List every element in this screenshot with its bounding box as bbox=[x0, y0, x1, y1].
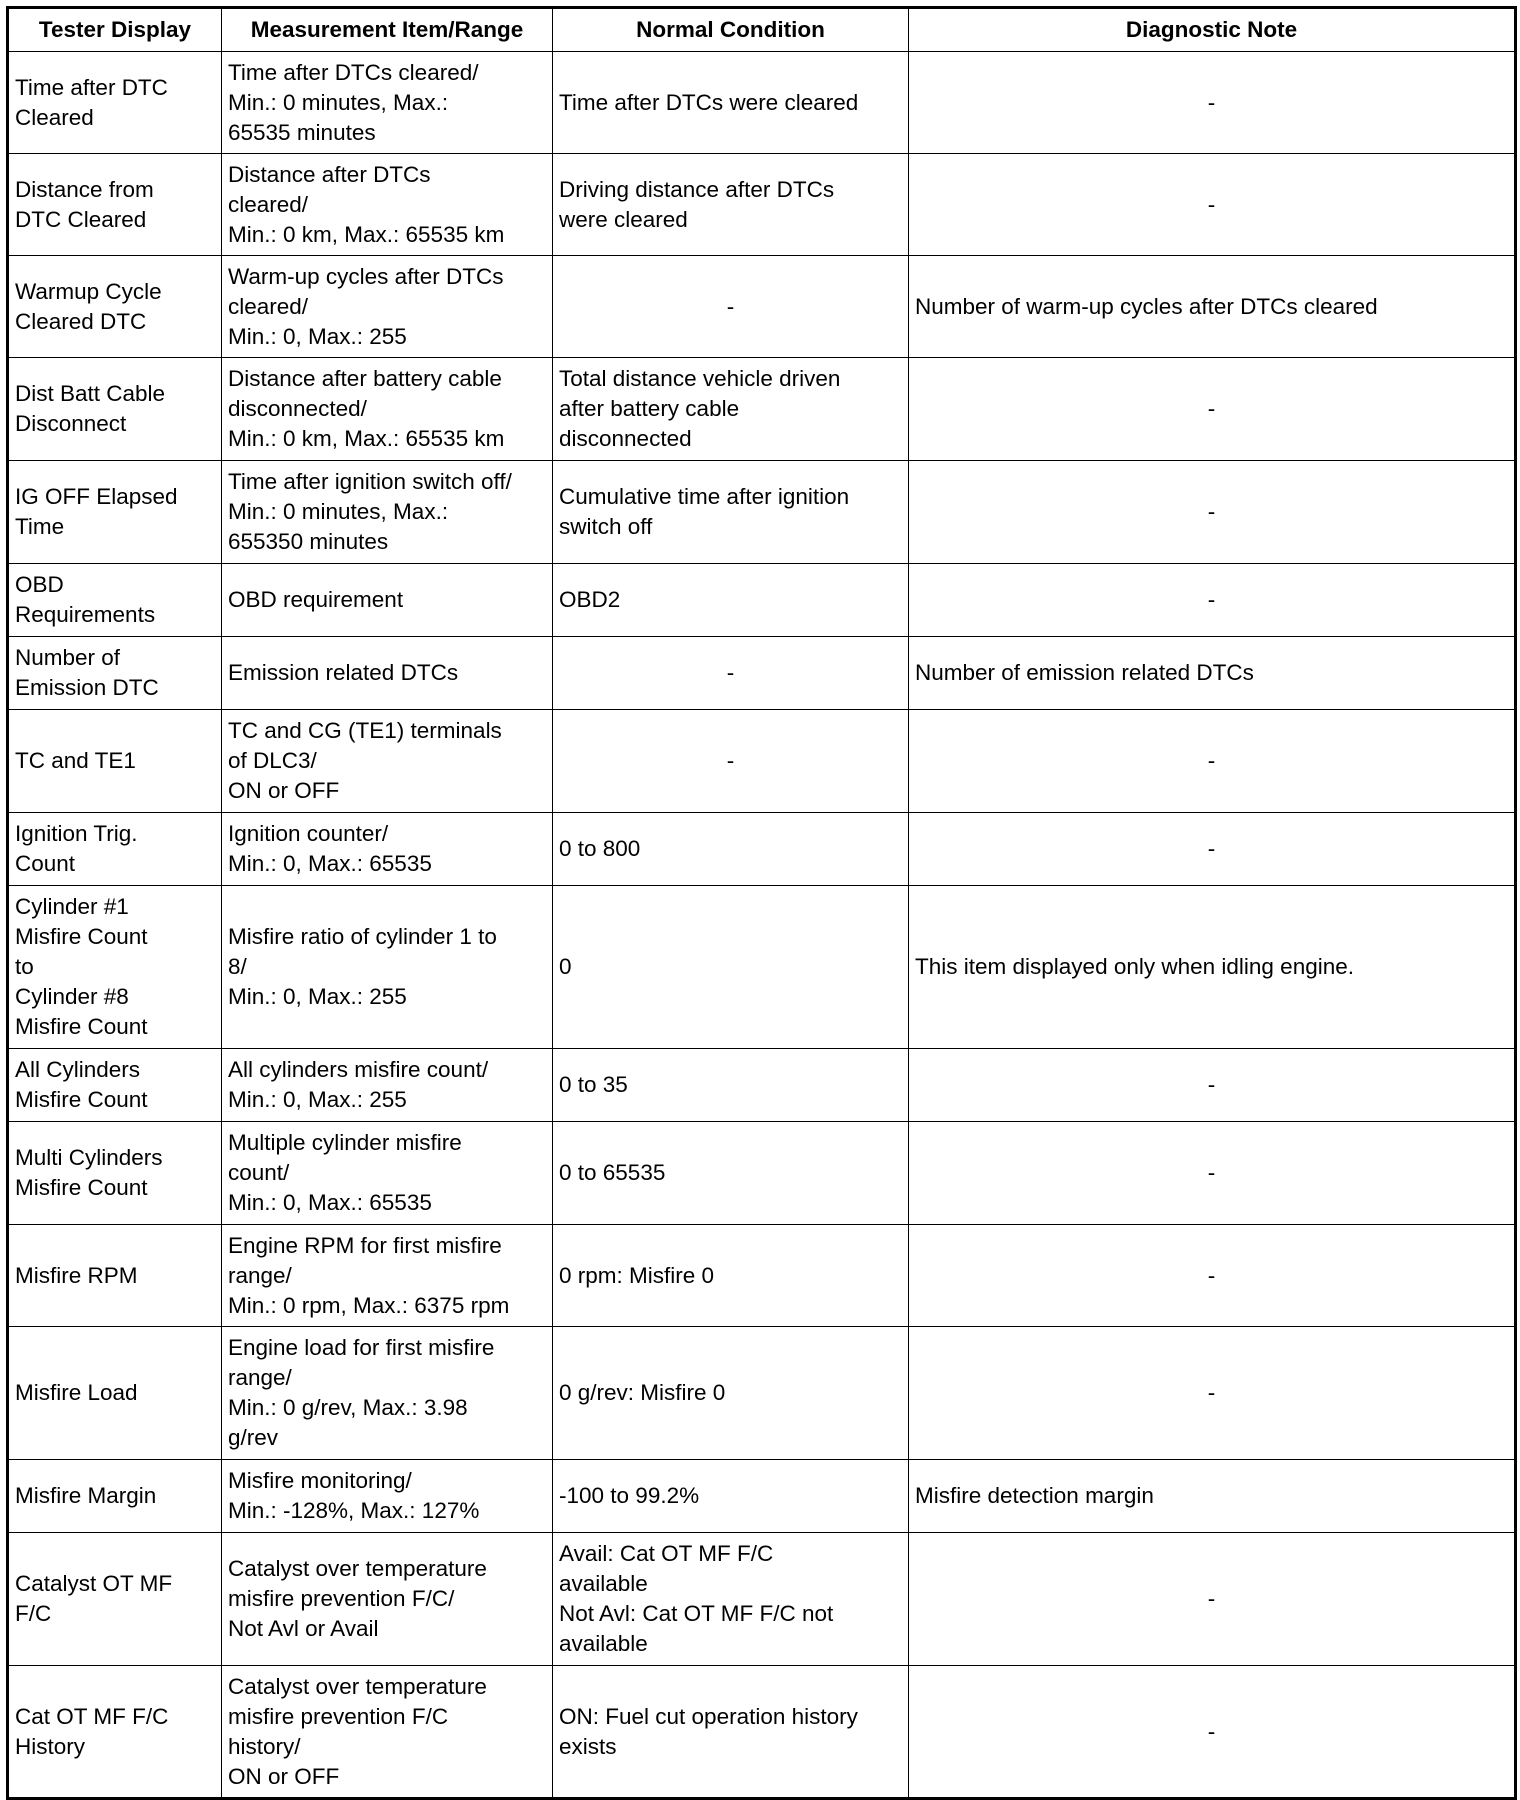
tester-display-cell: Catalyst OT MF F/C bbox=[8, 1533, 222, 1666]
measurement-range-cell: Catalyst over temperature misfire prevention F/C/ Not Avl or Avail bbox=[222, 1533, 553, 1666]
table-row bbox=[8, 358, 1516, 461]
diagnostic-note-cell: Number of emission related DTCs bbox=[909, 637, 1516, 710]
tester-display-cell: Multi Cylinders Misfire Count bbox=[8, 1122, 222, 1225]
table-row bbox=[8, 461, 1516, 564]
diagnostic-note-cell: - bbox=[909, 52, 1516, 154]
table-row bbox=[8, 886, 1516, 1049]
diagnostic-note-cell: - bbox=[909, 564, 1516, 637]
normal-condition-cell: - bbox=[553, 256, 909, 358]
normal-condition-cell: 0 bbox=[553, 886, 909, 1049]
data-list-table bbox=[6, 6, 1517, 1800]
diagnostic-note-cell: - bbox=[909, 1327, 1516, 1460]
normal-condition-cell: -100 to 99.2% bbox=[553, 1460, 909, 1533]
diagnostic-note-cell: - bbox=[909, 1049, 1516, 1122]
header-diagnostic-note: Diagnostic Note bbox=[909, 8, 1516, 52]
table-row bbox=[8, 1666, 1516, 1799]
table-row bbox=[8, 564, 1516, 637]
table-row bbox=[8, 637, 1516, 710]
measurement-range-cell: Misfire ratio of cylinder 1 to 8/ Min.: 0, Max.: 255 bbox=[222, 886, 553, 1049]
tester-display-cell: IG OFF Elapsed Time bbox=[8, 461, 222, 564]
table-row bbox=[8, 813, 1516, 886]
table-row bbox=[8, 1460, 1516, 1533]
diagnostic-note-cell: - bbox=[909, 1533, 1516, 1666]
tester-display-cell: Cylinder #1 Misfire Count to Cylinder #8 Misfire Count bbox=[8, 886, 222, 1049]
measurement-range-cell: Distance after DTCs cleared/ Min.: 0 km, Max.: 65535 km bbox=[222, 154, 553, 256]
diagnostic-note-cell: This item displayed only when idling engine. bbox=[909, 886, 1516, 1049]
normal-condition-cell: Total distance vehicle driven after battery cable disconnected bbox=[553, 358, 909, 461]
diagnostic-note-cell: - bbox=[909, 710, 1516, 813]
diagnostic-note-cell: - bbox=[909, 154, 1516, 256]
header-normal-condition: Normal Condition bbox=[553, 8, 909, 52]
measurement-range-cell: All cylinders misfire count/ Min.: 0, Max.: 255 bbox=[222, 1049, 553, 1122]
measurement-range-cell: Warm-up cycles after DTCs cleared/ Min.: 0, Max.: 255 bbox=[222, 256, 553, 358]
diagnostic-note-cell: - bbox=[909, 1666, 1516, 1799]
normal-condition-cell: OBD2 bbox=[553, 564, 909, 637]
table-row bbox=[8, 1225, 1516, 1327]
header-measurement-item-range: Measurement Item/Range bbox=[222, 8, 553, 52]
normal-condition-cell: 0 to 800 bbox=[553, 813, 909, 886]
normal-condition-cell: 0 g/rev: Misfire 0 bbox=[553, 1327, 909, 1460]
measurement-range-cell: Time after ignition switch off/ Min.: 0 minutes, Max.: 655350 minutes bbox=[222, 461, 553, 564]
diagnostic-note-cell: Misfire detection margin bbox=[909, 1460, 1516, 1533]
normal-condition-cell: 0 to 65535 bbox=[553, 1122, 909, 1225]
measurement-range-cell: Emission related DTCs bbox=[222, 637, 553, 710]
diagnostic-note-cell: - bbox=[909, 461, 1516, 564]
normal-condition-cell: Time after DTCs were cleared bbox=[553, 52, 909, 154]
diagnostic-note-cell: - bbox=[909, 1122, 1516, 1225]
table-row bbox=[8, 1049, 1516, 1122]
tester-display-cell: Misfire Margin bbox=[8, 1460, 222, 1533]
normal-condition-cell: ON: Fuel cut operation history exists bbox=[553, 1666, 909, 1799]
tester-display-cell: Number of Emission DTC bbox=[8, 637, 222, 710]
table-row bbox=[8, 1327, 1516, 1460]
tester-display-cell: Dist Batt Cable Disconnect bbox=[8, 358, 222, 461]
measurement-range-cell: Distance after battery cable disconnected/ Min.: 0 km, Max.: 65535 km bbox=[222, 358, 553, 461]
measurement-range-cell: OBD requirement bbox=[222, 564, 553, 637]
table-row bbox=[8, 710, 1516, 813]
diagnostic-note-cell: - bbox=[909, 358, 1516, 461]
table-row bbox=[8, 256, 1516, 358]
normal-condition-cell: Cumulative time after ignition switch off bbox=[553, 461, 909, 564]
normal-condition-cell: Avail: Cat OT MF F/C available Not Avl: Cat OT MF F/C not available bbox=[553, 1533, 909, 1666]
table-row bbox=[8, 1533, 1516, 1666]
tester-display-cell: Time after DTC Cleared bbox=[8, 52, 222, 154]
tester-display-cell: Misfire RPM bbox=[8, 1225, 222, 1327]
table-header-row bbox=[8, 8, 1516, 52]
measurement-range-cell: Ignition counter/ Min.: 0, Max.: 65535 bbox=[222, 813, 553, 886]
measurement-range-cell: TC and CG (TE1) terminals of DLC3/ ON or OFF bbox=[222, 710, 553, 813]
normal-condition-cell: - bbox=[553, 710, 909, 813]
tester-display-cell: All Cylinders Misfire Count bbox=[8, 1049, 222, 1122]
normal-condition-cell: Driving distance after DTCs were cleared bbox=[553, 154, 909, 256]
tester-display-cell: Cat OT MF F/C History bbox=[8, 1666, 222, 1799]
header-tester-display: Tester Display bbox=[8, 8, 222, 52]
measurement-range-cell: Engine RPM for first misfire range/ Min.: 0 rpm, Max.: 6375 rpm bbox=[222, 1225, 553, 1327]
normal-condition-cell: 0 to 35 bbox=[553, 1049, 909, 1122]
tester-display-cell: Warmup Cycle Cleared DTC bbox=[8, 256, 222, 358]
diagnostic-note-cell: - bbox=[909, 1225, 1516, 1327]
diagnostic-note-cell: - bbox=[909, 813, 1516, 886]
normal-condition-cell: 0 rpm: Misfire 0 bbox=[553, 1225, 909, 1327]
table-row bbox=[8, 1122, 1516, 1225]
tester-display-cell: TC and TE1 bbox=[8, 710, 222, 813]
measurement-range-cell: Time after DTCs cleared/ Min.: 0 minutes, Max.: 65535 minutes bbox=[222, 52, 553, 154]
measurement-range-cell: Catalyst over temperature misfire prevention F/C history/ ON or OFF bbox=[222, 1666, 553, 1799]
tester-display-cell: Ignition Trig. Count bbox=[8, 813, 222, 886]
normal-condition-cell: - bbox=[553, 637, 909, 710]
tester-display-cell: Misfire Load bbox=[8, 1327, 222, 1460]
measurement-range-cell: Engine load for first misfire range/ Min.: 0 g/rev, Max.: 3.98 g/rev bbox=[222, 1327, 553, 1460]
table-row bbox=[8, 52, 1516, 154]
measurement-range-cell: Multiple cylinder misfire count/ Min.: 0, Max.: 65535 bbox=[222, 1122, 553, 1225]
tester-display-cell: OBD Requirements bbox=[8, 564, 222, 637]
measurement-range-cell: Misfire monitoring/ Min.: -128%, Max.: 127% bbox=[222, 1460, 553, 1533]
diagnostic-note-cell: Number of warm-up cycles after DTCs cleared bbox=[909, 256, 1516, 358]
document-page bbox=[6, 6, 1517, 1800]
tester-display-cell: Distance from DTC Cleared bbox=[8, 154, 222, 256]
table-row bbox=[8, 154, 1516, 256]
